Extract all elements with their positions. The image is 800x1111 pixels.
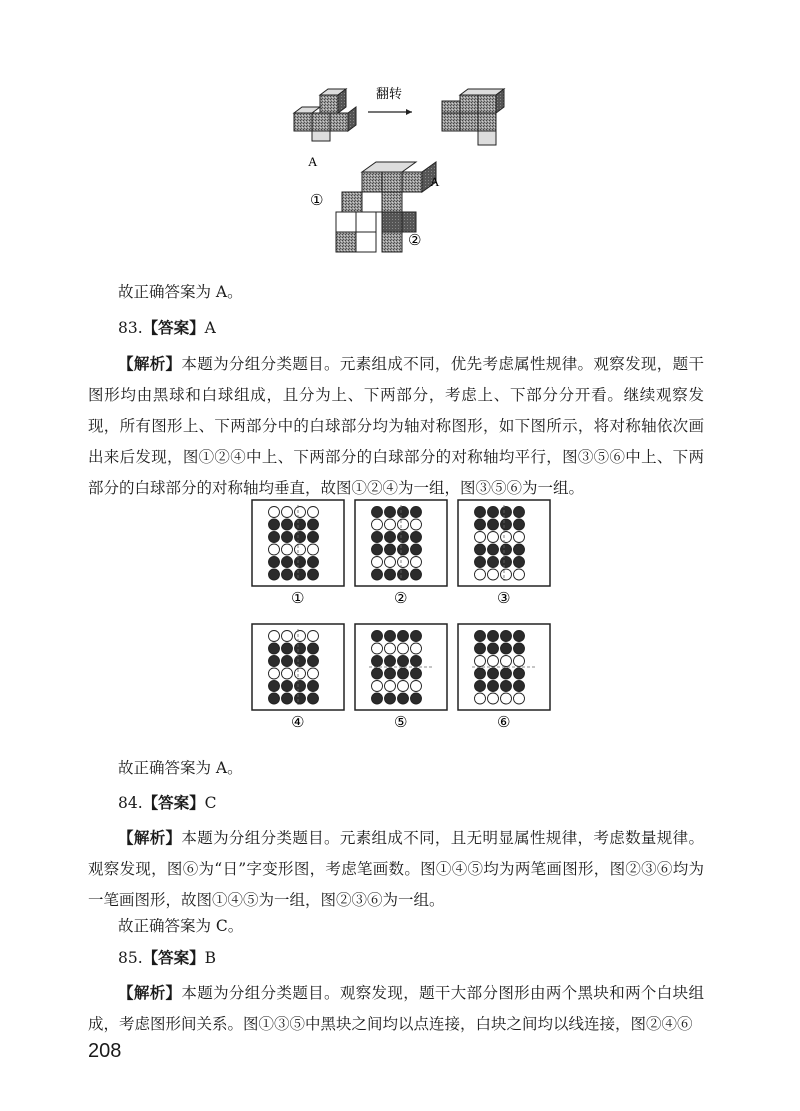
q83-number: 83. [118,319,143,337]
q84-number: 84. [118,794,143,812]
answer-a-1: 故正确答案为 A。 [118,283,243,301]
q83-answer-tag: 【答案】 [142,318,205,337]
q83-answer-value: A [204,319,216,337]
q84-explanation-text: 本题为分组分类题目。元素组成不同，且无明显属性规律，考虑数量规律。观察发现，图⑥为“日”字变形图，考虑笔画数。图①④⑤均为两笔画图形，图②③⑥均为一笔画图形，故图①④⑤为一组，图②③⑥为一组。 [88,829,704,909]
ball-grid-panel [355,500,447,607]
label-circle-2: ② [408,231,422,249]
ball-grid-panel [458,500,550,607]
q85-number: 85. [118,949,143,967]
ball-grid-caption: ① [291,589,305,607]
q85-answer-tag: 【答案】 [142,948,205,967]
q83-explanation [88,348,704,504]
ball-grid-panel [252,624,344,731]
ball-grid-figure [248,498,558,738]
q83-answer [118,318,216,338]
ball-grid-caption: ② [394,589,408,607]
cube-flip-figure [280,80,530,270]
ball-grid-caption: ④ [291,713,305,731]
q84-answer-tag: 【答案】 [142,793,205,812]
label-circle-1: ① [310,191,324,209]
q85-explanation [88,977,704,1040]
ball-grid-panel [458,624,550,731]
q84-answer [118,793,217,813]
ball-grid-caption: ⑤ [394,713,408,731]
answer-c: 故正确答案为 C。 [118,917,244,935]
ball-grid-panel [355,624,447,731]
answer-a-2: 故正确答案为 A。 [118,759,243,777]
q83-explanation-text: 本题为分组分类题目。元素组成不同，优先考虑属性规律。观察发现，题干图形均由黑球和白球组成，且分为上、下两部分，考虑上、下部分分开看。继续观察发现，所有图形上、下两部分中的白球部分均为轴对称图形，如下图所示，将对称轴依次画出来后发现，图①②④中上、下两部分的白球部分的对称轴均平行，图③⑤⑥中上、下两部分的白球部分的对称轴均垂直，故图①②④为一组，图③⑤⑥为一组。 [88,355,704,497]
flip-arrow-label: 翻转 [376,87,403,102]
label-a-1: A [308,154,318,169]
q85-answer [118,948,216,968]
page-number: 208 [88,1040,122,1062]
label-a-2: A [430,174,440,189]
q84-explanation-tag: 【解析】 [118,828,182,847]
q85-explanation-tag: 【解析】 [118,983,182,1002]
q85-answer-value: B [204,949,217,967]
ball-grid-panel [252,500,344,607]
q84-answer-value: C [204,794,217,812]
ball-grid-caption: ⑥ [497,713,511,731]
q84-explanation [88,822,704,916]
q83-explanation-tag: 【解析】 [118,354,182,373]
ball-grid-caption: ③ [497,589,511,607]
q85-explanation-text: 本题为分组分类题目。观察发现，题干大部分图形由两个黑块和两个白块组成，考虑图形间关系。图①③⑤中黑块之间均以点连接，白块之间均以线连接，图②④⑥ [88,984,704,1033]
